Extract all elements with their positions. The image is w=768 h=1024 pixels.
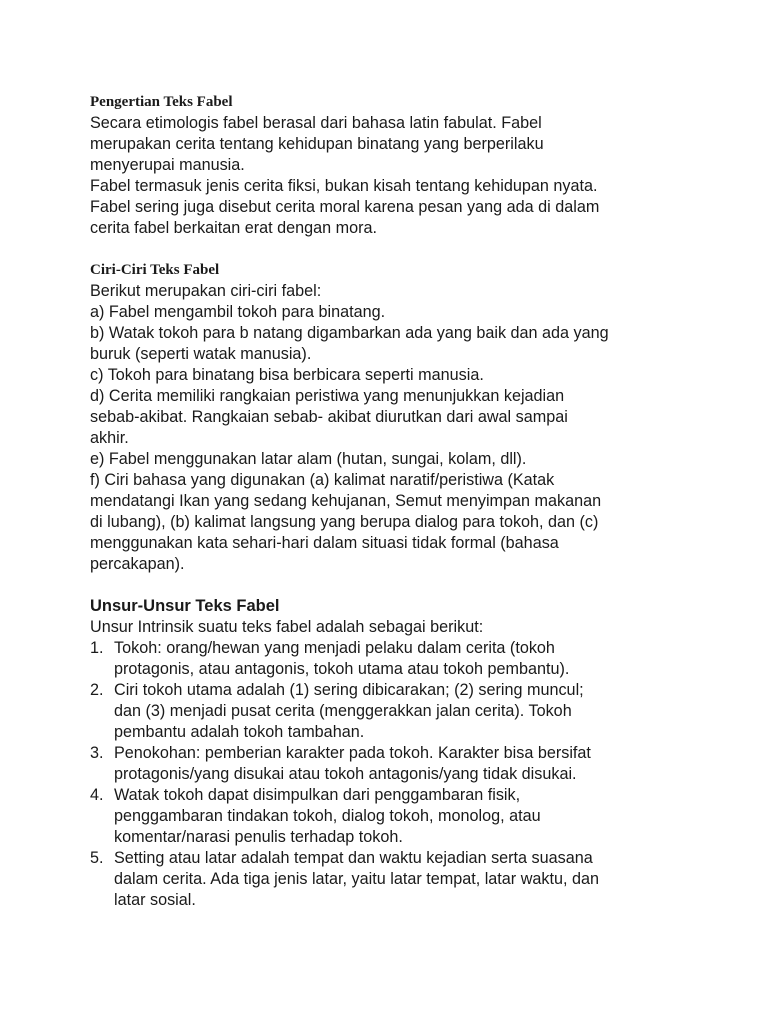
list-item: e) Fabel menggunakan latar alam (hutan, sungai, kolam, dll). — [90, 450, 527, 468]
section-gap — [90, 575, 730, 596]
list-item — [90, 743, 730, 785]
list-item-line: latar sosial. — [114, 891, 196, 909]
section-gap — [90, 239, 730, 260]
list-number: 2. — [90, 681, 104, 699]
paragraph-line: cerita fabel berkaitan erat dengan mora. — [90, 219, 378, 237]
list-item-line: Setting atau latar adalah tempat dan waktu kejadian serta suasana — [114, 849, 593, 867]
list-item — [90, 680, 730, 743]
paragraph-line: Unsur Intrinsik suatu teks fabel adalah sebagai berikut: — [90, 618, 484, 636]
list-item: menggunakan kata sehari-hari dalam situasi tidak formal (bahasa — [90, 534, 559, 552]
paragraph-line: Fabel termasuk jenis cerita fiksi, bukan kisah tentang kehidupan nyata. — [90, 177, 598, 195]
list-item: sebab-akibat. Rangkaian sebab- akibat diurutkan dari awal sampai — [90, 408, 568, 426]
list-item-line: protagonis/yang disukai atau tokoh antagonis/yang tidak disukai. — [114, 765, 577, 783]
paragraph-line: menyerupai manusia. — [90, 156, 245, 174]
section-ciri-ciri — [90, 260, 730, 575]
list-item: di lubang), (b) kalimat langsung yang berupa dialog para tokoh, dan (c) — [90, 513, 599, 531]
list-item — [90, 848, 730, 911]
heading-unsur-unsur: Unsur-Unsur Teks Fabel — [90, 597, 280, 615]
section-unsur-unsur — [90, 596, 730, 911]
list-item: mendatangi Ikan yang sedang kehujanan, Semut menyimpan makanan — [90, 492, 602, 510]
list-item: percakapan). — [90, 555, 185, 573]
list-item-line: komentar/narasi penulis terhadap tokoh. — [114, 828, 403, 846]
section-pengertian — [90, 92, 730, 239]
list-item: f) Ciri bahasa yang digunakan (a) kalimat naratif/peristiwa (Katak — [90, 471, 555, 489]
list-item-line: dalam cerita. Ada tiga jenis latar, yaitu latar tempat, latar waktu, dan — [114, 870, 599, 888]
numbered-list — [90, 638, 730, 911]
list-item-line: Penokohan: pemberian karakter pada tokoh. Karakter bisa bersifat — [114, 744, 591, 762]
paragraph-line: Secara etimologis fabel berasal dari bahasa latin fabulat. Fabel — [90, 114, 542, 132]
paragraph-line: Berikut merupakan ciri-ciri fabel: — [90, 282, 322, 300]
list-item: c) Tokoh para binatang bisa berbicara seperti manusia. — [90, 366, 484, 384]
list-item: d) Cerita memiliki rangkaian peristiwa yang menunjukkan kejadian — [90, 387, 565, 405]
list-item — [90, 785, 730, 848]
list-item-line: Ciri tokoh utama adalah (1) sering dibicarakan; (2) sering muncul; — [114, 681, 584, 699]
list-item — [90, 638, 730, 680]
paragraph-line: merupakan cerita tentang kehidupan binatang yang berperilaku — [90, 135, 544, 153]
list-item-line: protagonis, atau antagonis, tokoh utama atau tokoh pembantu). — [114, 660, 570, 678]
list-number: 1. — [90, 639, 104, 657]
list-item: a) Fabel mengambil tokoh para binatang. — [90, 303, 386, 321]
list-number: 3. — [90, 744, 104, 762]
heading-pengertian: Pengertian Teks Fabel — [90, 94, 233, 110]
list-item: buruk (seperti watak manusia). — [90, 345, 312, 363]
list-item-line: dan (3) menjadi pusat cerita (menggerakkan jalan cerita). Tokoh — [114, 702, 572, 720]
heading-ciri-ciri: Ciri-Ciri Teks Fabel — [90, 262, 220, 278]
list-item-line: penggambaran tindakan tokoh, dialog tokoh, monolog, atau — [114, 807, 541, 825]
list-item: akhir. — [90, 429, 129, 447]
list-number: 4. — [90, 786, 104, 804]
list-item: b) Watak tokoh para b natang digambarkan ada yang baik dan ada yang — [90, 324, 609, 342]
list-number: 5. — [90, 849, 104, 867]
paragraph-line: Fabel sering juga disebut cerita moral karena pesan yang ada di dalam — [90, 198, 600, 216]
list-item-line: Watak tokoh dapat disimpulkan dari penggambaran fisik, — [114, 786, 521, 804]
document-page — [90, 92, 730, 911]
list-item-line: pembantu adalah tokoh tambahan. — [114, 723, 365, 741]
list-item-line: Tokoh: orang/hewan yang menjadi pelaku dalam cerita (tokoh — [114, 639, 555, 657]
